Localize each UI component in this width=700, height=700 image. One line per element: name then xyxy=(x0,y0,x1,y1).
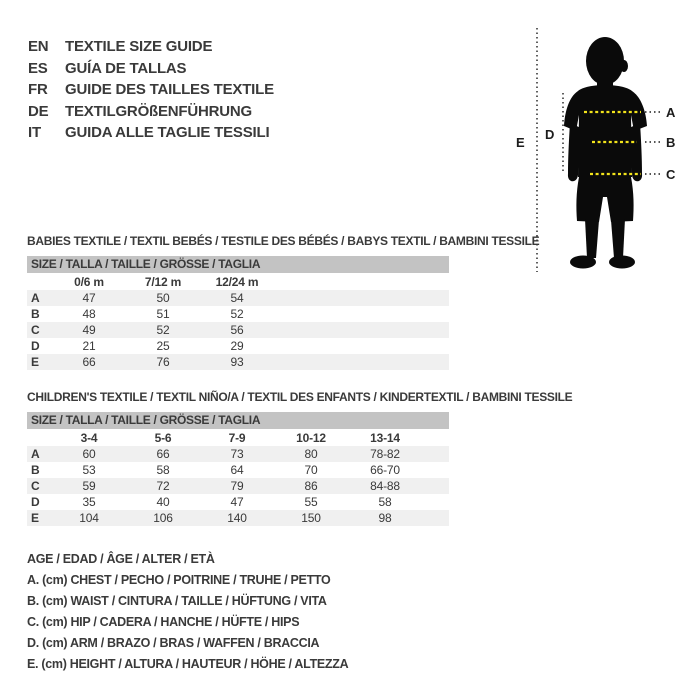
row-label: A xyxy=(31,447,40,461)
legend-line-waist: B. (cm) WAIST / CINTURA / TAILLE / HÜFTUNG / VITA xyxy=(27,593,327,608)
legend-line-height: E. (cm) HEIGHT / ALTURA / HAUTEUR / HÖHE / ALTEZZA xyxy=(27,656,349,671)
cell-value: 79 xyxy=(230,479,244,493)
language-row-en xyxy=(28,36,274,58)
babies-section-title: BABIES TEXTILE / TEXTIL BEBÉS / TESTILE DES BÉBÉS / BABYS TEXTIL / BAMBINI TESSILE xyxy=(27,234,540,248)
legend-line-arm: D. (cm) ARM / BRAZO / BRAS / WAFFEN / BRACCIA xyxy=(27,635,320,650)
row-label: B xyxy=(31,463,40,477)
cell-value: 150 xyxy=(301,511,321,525)
figure-label-arm: D xyxy=(545,127,555,142)
language-code: IT xyxy=(28,124,41,142)
cell-value: 76 xyxy=(156,355,170,369)
table-row xyxy=(27,338,449,354)
language-code: DE xyxy=(28,102,49,120)
column-header: 10-12 xyxy=(296,430,326,445)
table-row xyxy=(27,494,449,510)
cell-value: 58 xyxy=(156,463,170,477)
cell-value: 72 xyxy=(156,479,170,493)
table-row xyxy=(27,290,449,306)
language-title: TEXTILE SIZE GUIDE xyxy=(65,38,213,56)
cell-value: 84-88 xyxy=(370,479,400,493)
column-header: 7-9 xyxy=(228,430,246,445)
cell-value: 47 xyxy=(230,495,244,509)
row-label: C xyxy=(31,479,40,493)
table-row xyxy=(27,510,449,526)
figure-label-hip: C xyxy=(666,167,676,182)
cell-value: 140 xyxy=(227,511,247,525)
cell-value: 35 xyxy=(82,495,96,509)
language-row-fr xyxy=(28,79,274,101)
cell-value: 58 xyxy=(378,495,392,509)
cell-value: 40 xyxy=(156,495,170,509)
cell-value: 78-82 xyxy=(370,447,400,461)
row-label: D xyxy=(31,339,40,353)
row-label: E xyxy=(31,511,39,525)
column-header: 7/12 m xyxy=(144,274,182,289)
cell-value: 54 xyxy=(230,291,244,305)
figure-label-waist: B xyxy=(666,135,676,150)
cell-value: 52 xyxy=(156,323,170,337)
column-header: 3-4 xyxy=(80,430,98,445)
cell-value: 86 xyxy=(304,479,318,493)
language-list xyxy=(28,36,274,144)
cell-value: 47 xyxy=(82,291,96,305)
table-row xyxy=(27,478,449,494)
table-row xyxy=(27,354,449,370)
language-code: EN xyxy=(28,38,49,56)
language-title: GUÍA DE TALLAS xyxy=(65,59,187,77)
cell-value: 50 xyxy=(156,291,170,305)
measurement-legend xyxy=(27,548,348,674)
cell-value: 60 xyxy=(82,447,96,461)
cell-value: 66 xyxy=(156,447,170,461)
cell-value: 56 xyxy=(230,323,244,337)
row-label: D xyxy=(31,495,40,509)
language-row-de xyxy=(28,101,274,123)
cell-value: 51 xyxy=(156,307,170,321)
figure-label-height: E xyxy=(516,135,525,150)
cell-value: 104 xyxy=(79,511,99,525)
legend-line-chest: A. (cm) CHEST / PECHO / POITRINE / TRUHE / PETTO xyxy=(27,572,331,587)
language-row-es xyxy=(28,58,274,80)
legend-line-age: AGE / EDAD / ÂGE / ALTER / ETÀ xyxy=(27,551,215,566)
row-label: A xyxy=(31,291,40,305)
language-title: GUIDE DES TAILLES TEXTILE xyxy=(65,81,274,99)
language-row-it xyxy=(28,122,274,144)
language-title: TEXTILGRÖßENFÜHRUNG xyxy=(65,102,253,120)
cell-value: 25 xyxy=(156,339,170,353)
column-header: 0/6 m xyxy=(74,274,104,289)
column-header: 13-14 xyxy=(370,430,400,445)
cell-value: 93 xyxy=(230,355,244,369)
children-size-table xyxy=(27,412,449,526)
table-row xyxy=(27,446,449,462)
row-label: C xyxy=(31,323,40,337)
cell-value: 55 xyxy=(304,495,318,509)
column-header-row xyxy=(27,273,449,290)
cell-value: 59 xyxy=(82,479,96,493)
size-header-bar: SIZE / TALLA / TAILLE / GRÖSSE / TAGLIA xyxy=(27,412,449,429)
row-label: E xyxy=(31,355,39,369)
cell-value: 53 xyxy=(82,463,96,477)
row-label: B xyxy=(31,307,40,321)
table-row xyxy=(27,306,449,322)
legend-line-hip: C. (cm) HIP / CADERA / HANCHE / HÜFTE / HIPS xyxy=(27,614,300,629)
cell-value: 64 xyxy=(230,463,244,477)
column-header: 5-6 xyxy=(154,430,172,445)
cell-value: 106 xyxy=(153,511,173,525)
column-header-row xyxy=(27,429,449,446)
figure-label-chest: A xyxy=(666,105,676,120)
language-code: ES xyxy=(28,59,48,77)
cell-value: 70 xyxy=(304,463,318,477)
cell-value: 66 xyxy=(82,355,96,369)
cell-value: 80 xyxy=(304,447,318,461)
cell-value: 49 xyxy=(82,323,96,337)
child-silhouette-icon xyxy=(564,37,647,269)
babies-size-table xyxy=(27,256,449,370)
cell-value: 66-70 xyxy=(370,463,400,477)
column-header: 12/24 m xyxy=(215,274,259,289)
children-section-title: CHILDREN'S TEXTILE / TEXTIL NIÑO/A / TEXTIL DES ENFANTS / KINDERTEXTIL / BAMBINI TESSILE xyxy=(27,390,573,404)
cell-value: 98 xyxy=(378,511,392,525)
language-title: GUIDA ALLE TAGLIE TESSILI xyxy=(65,124,270,142)
table-row xyxy=(27,322,449,338)
language-code: FR xyxy=(28,81,48,99)
cell-value: 29 xyxy=(230,339,244,353)
cell-value: 21 xyxy=(82,339,96,353)
cell-value: 73 xyxy=(230,447,244,461)
table-row xyxy=(27,462,449,478)
size-header-bar: SIZE / TALLA / TAILLE / GRÖSSE / TAGLIA xyxy=(27,256,449,273)
cell-value: 48 xyxy=(82,307,96,321)
cell-value: 52 xyxy=(230,307,244,321)
